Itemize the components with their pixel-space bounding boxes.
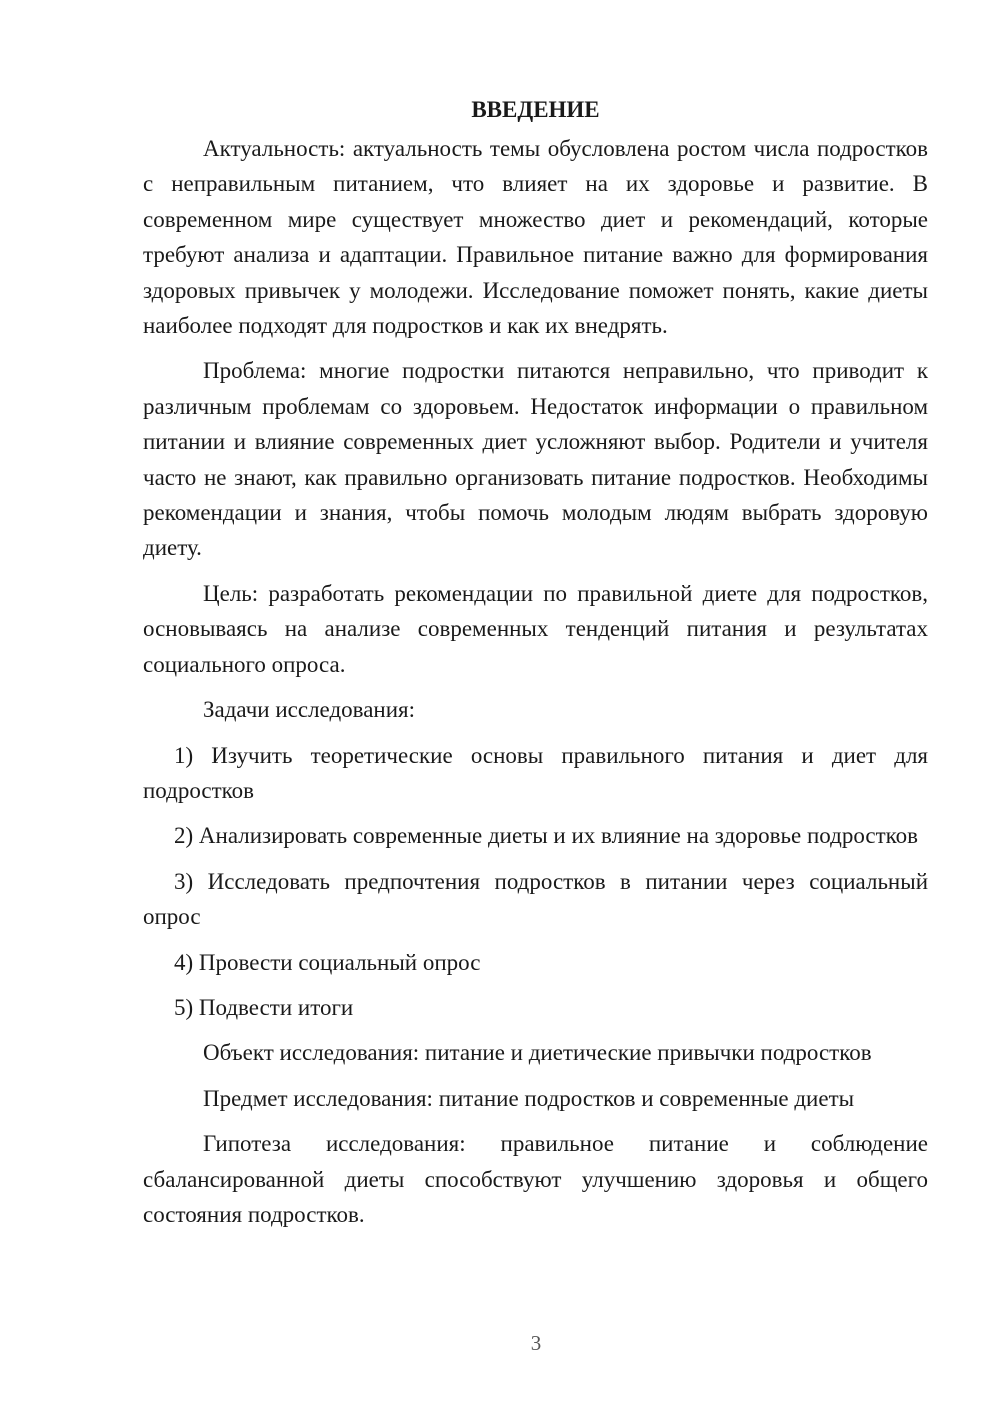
list-item-task-2: 2) Анализировать современные диеты и их влияние на здоровье подростков: [174, 823, 919, 849]
list-item-task-3: 3) Исследовать предпочтения подростков в питании через социальный опрос: [143, 868, 928, 930]
relevance-paragraph: Актуальность: актуальность темы обусловлена ростом числа подростков с неправильным питанием, что влияет на их здоровье и развитие. В современном мире существует множество диет и рекомендаций, которые требуют анализа и адаптации. Правильное питание важно для формирования здоровых привычек у молодежи. Исследование поможет понять, какие диеты наиболее подходят для подростков и как их внедрять.: [143, 136, 928, 339]
page-content: [143, 92, 928, 1242]
page-number: 3: [530, 1331, 542, 1355]
tasks-heading: Задачи исследования:: [203, 697, 416, 723]
problem-paragraph: Проблема: многие подростки питаются неправильно, что приводит к различным проблемам со здоровьем. Недостаток информации о правильном питании и влияние современных диет усложняют выбор. Родители и учителя часто не знают, как правильно организовать питание подростков. Необходимы рекомендации и знания, чтобы помочь молодым людям выбрать здоровую диету.: [143, 358, 928, 561]
list-item-task-5: 5) Подвести итоги: [174, 994, 354, 1020]
page-title: ВВЕДЕНИЕ: [471, 97, 600, 122]
subject-paragraph: Предмет исследования: питание подростков и современные диеты: [203, 1085, 855, 1111]
object-paragraph: Объект исследования: питание и диетические привычки подростков: [203, 1040, 872, 1066]
list-item-task-1: 1) Изучить теоретические основы правильного питания и диет для подростков: [143, 742, 928, 803]
list-item-task-4: 4) Провести социальный опрос: [174, 949, 481, 975]
goal-paragraph: Цель: разработать рекомендации по правильной диете для подростков, основываясь на анализе современных тенденций питания и результатах социального опроса.: [143, 580, 928, 677]
hypothesis-paragraph: Гипотеза исследования: правильное питание и соблюдение сбалансированной диеты способствуют улучшению здоровья и общего состояния подростков.: [143, 1131, 928, 1227]
